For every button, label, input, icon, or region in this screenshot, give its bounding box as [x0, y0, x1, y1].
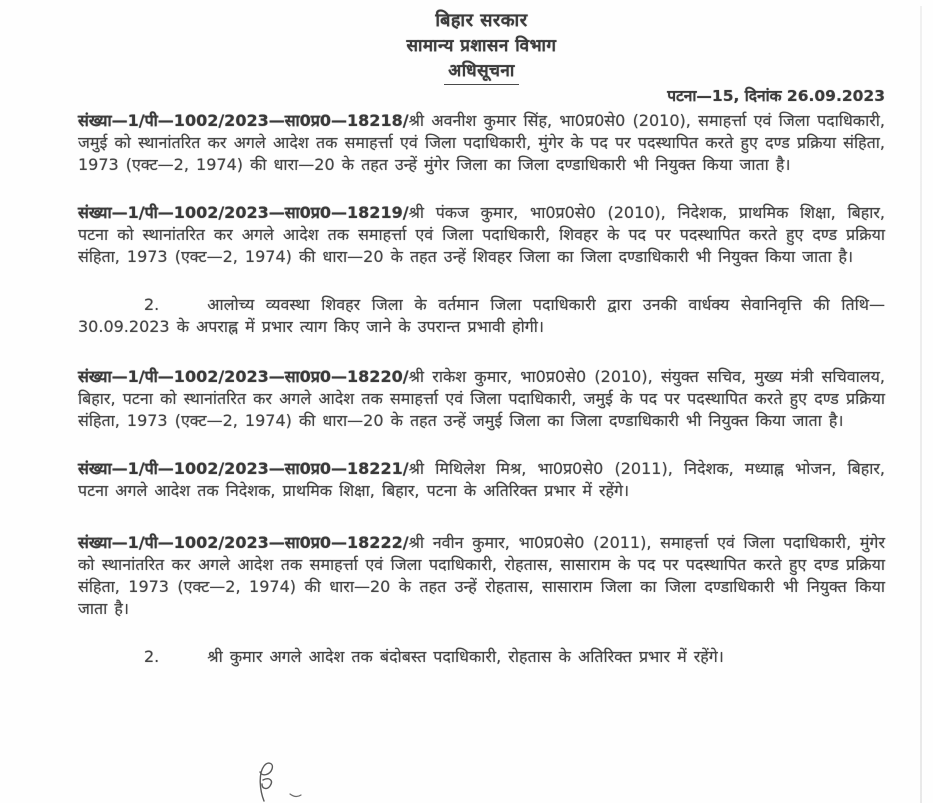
notification-text: श्री मिथिलेश मिश्र, भा0प्र0से0 (2011), निदेशक, मध्याह्न भोजन, बिहार, पटना अगले आदेश तक निदेशक, प्राथमिक शिक्षा, बिहार, पटना के अतिरिक्त प्रभार में रहेंगे। — [78, 459, 885, 500]
notification-number: संख्या—1/पी—1002/2023—सा0प्र0—18218/ — [78, 111, 409, 130]
notification-text: श्री अवनीश कुमार सिंह, भा0प्र0से0 (2010), समाहर्त्ता एवं जिला पदाधिकारी, जमुई को स्थानांतरित कर अगले आदेश तक समाहर्त्ता एवं जिला पदाधिकारी, मुंगेर के पद पर पदस्थापित करते हुए दण्ड प्रक्रिया संहिता, 1973 (एक्ट—2, 1974) की धारा—20 के तहत उन्हें मुंगेर जिला का जिला दण्डाधिकारी भी नियुक्त किया जाता है। — [78, 111, 885, 174]
document-type-heading — [78, 59, 885, 85]
notification-text: श्री नवीन कुमार, भा0प्र0से0 (2011), समाहर्त्ता एवं जिला पदाधिकारी, मुंगेर को स्थानांतरित कर अगले आदेश तक समाहर्त्ता एवं जिला पदाधिकारी, रोहतास, सासाराम के पद पर पदस्थापित करते हुए दण्ड प्रक्रिया संहिता, 1973 (एक्ट—2, 1974) की धारा—20 के तहत उन्हें रोहतास, सासाराम जिला का जिला दण्डाधिकारी भी नियुक्त किया जाता है। — [78, 533, 885, 618]
department-name: सामान्य प्रशासन विभाग — [406, 36, 557, 56]
clause-text: आलोच्य व्यवस्था शिवहर जिला के वर्तमान जिला पदाधिकारी द्वारा उनकी वार्धक्य सेवानिवृत्ति की तिथि—30.09.2023 के अपराह्न में प्रभार त्याग किए जाने के उपरान्त प्रभावी होगी। — [78, 295, 885, 336]
document-body — [78, 8, 885, 668]
document-type-label: अधिसूचना — [444, 59, 518, 85]
handwritten-ink-scribble-icon — [243, 760, 323, 803]
place-and-date: पटना—15, दिनांक 26.09.2023 — [667, 87, 885, 105]
notification-paragraph-18221 — [78, 458, 885, 502]
clause-number: 2. — [144, 647, 160, 666]
notification-number: संख्या—1/पी—1002/2023—सा0प्र0—18220/ — [78, 367, 409, 386]
notification-paragraph-18218 — [78, 110, 885, 176]
notification-text: श्री पंकज कुमार, भा0प्र0से0 (2010), निदेशक, प्राथमिक शिक्षा, बिहार, पटना को स्थानांतरित कर अगले आदेश तक समाहर्त्ता एवं जिला पदाधिकारी, शिवहर के पद पर पदस्थापित करते हुए दण्ड प्रक्रिया संहिता, 1973 (एक्ट—2, 1974) की धारा—20 के तहत उन्हें शिवहर जिला का जिला दण्डाधिकारी भी नियुक्त किया जाता है। — [78, 203, 885, 266]
clause-paragraph — [78, 646, 885, 668]
notification-paragraph-18220 — [78, 366, 885, 432]
clause-number: 2. — [144, 295, 160, 314]
scanner-edge-artifact — [920, 6, 922, 803]
notification-number: संख्या—1/पी—1002/2023—सा0प्र0—18219/ — [78, 203, 409, 222]
clause-text: श्री कुमार अगले आदेश तक बंदोबस्त पदाधिकारी, रोहतास के अतिरिक्त प्रभार में रहेंगे। — [207, 647, 724, 666]
notification-text: श्री राकेश कुमार, भा0प्र0से0 (2010), संयुक्त सचिव, मुख्य मंत्री सचिवालय, बिहार, पटना को स्थानांतरित कर अगले आदेश तक समाहर्त्ता एवं जिला पदाधिकारी, जमुई के पद पर पदस्थापित करते हुए दण्ड प्रक्रिया संहिता, 1973 (एक्ट—2, 1974) की धारा—20 के तहत उन्हें जमुई जिला का जिला दण्डाधिकारी भी नियुक्त किया जाता है। — [78, 367, 885, 430]
notification-number: संख्या—1/पी—1002/2023—सा0प्र0—18222/ — [78, 533, 409, 552]
notification-paragraph-18219 — [78, 202, 885, 268]
government-name: बिहार सरकार — [435, 10, 528, 31]
notification-paragraph-18222 — [78, 532, 885, 620]
clause-paragraph — [78, 294, 885, 338]
notification-number: संख्या—1/पी—1002/2023—सा0प्र0—18221/ — [78, 459, 409, 478]
